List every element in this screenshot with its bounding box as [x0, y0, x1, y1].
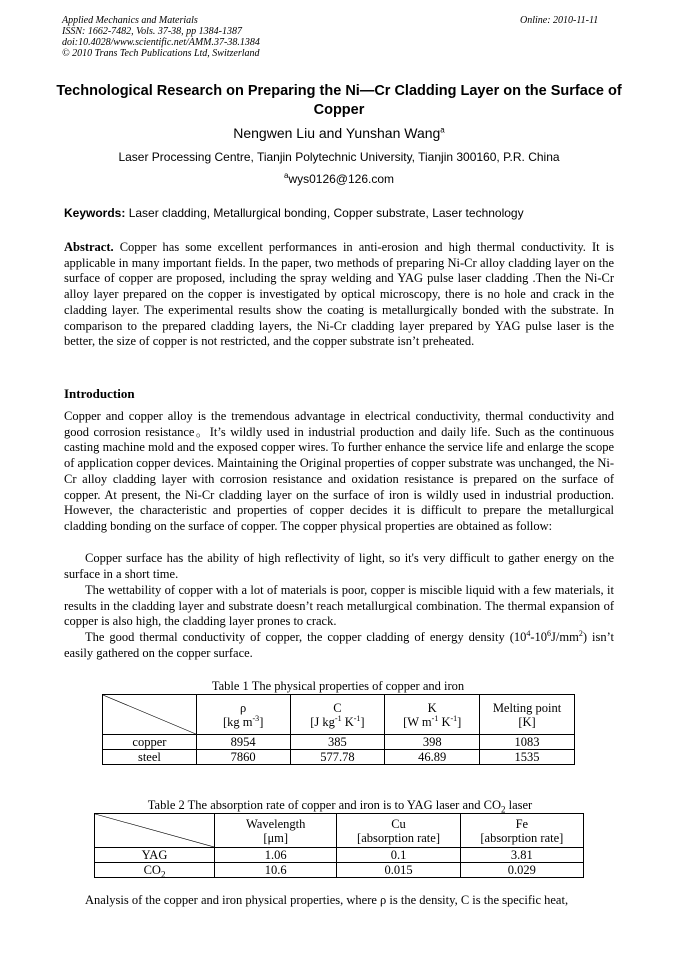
table-cell: 385: [290, 735, 385, 750]
table2-caption: Table 2 The absorption rate of copper and iron is to YAG laser and $CO_2$ laser: [147, 798, 533, 815]
table1-header-density: [196, 695, 290, 735]
journal-line: doi:10.4028/www.scientific.net/AMM.37-38.1384: [62, 37, 260, 48]
header-symbol: K: [427, 700, 437, 715]
p4-text-b: -10: [530, 630, 548, 644]
table-cell: 577.78: [290, 750, 385, 765]
section-heading-introduction: Introduction: [64, 386, 135, 401]
table1-caption: Table 1 The physical properties of copper and iron: [211, 679, 465, 693]
table-cell: 0.1: [337, 848, 460, 863]
table2: [94, 813, 584, 878]
p4-sup-1: 4: [526, 628, 531, 638]
authors: [0, 125, 678, 141]
table-cell: 1083: [480, 735, 575, 750]
abstract-text: Copper has some excellent performances in anti-erosion and high thermal conductivity. It is applicable in many important fields. In the paper, two methods of preparing Ni-Cr alloy cladding layer on the surface of copper are proposed, including the spray welding and YAG pulse laser cladding .Then the Ni-Cr alloy layer prepared on the copper is investigated by optical microscopy, there is no hole and crack in the cladding layer. The experimental results show the coating is metallurgically bonded with the substrate. In comparison to the prepared cladding layers, the Ni-Cr cladding layer prepared by YAG pulse laser is the better, the size of copper is not restricted, and the copper substrate isn’t preheated.: [64, 240, 614, 349]
header-symbol: Melting point: [492, 700, 562, 715]
table2-header-cu: [337, 814, 460, 848]
header-unit: [absorption rate]: [357, 830, 440, 845]
header-symbol: Cu: [391, 816, 406, 831]
intro-paragraph-4: [64, 630, 614, 661]
table1: [102, 694, 575, 765]
table1-corner-cell: [103, 695, 197, 735]
table2-diagonal: [95, 814, 214, 847]
p4-text-c: J/mm: [551, 630, 579, 644]
table-cell: 1.06: [215, 848, 337, 863]
abstract: [64, 240, 614, 350]
journal-line: © 2010 Trans Tech Publications Ltd, Switzerland: [62, 48, 260, 59]
table-cell: 398: [385, 735, 480, 750]
table-row: [95, 863, 584, 878]
p4-text-d: ) isn’t easily gathered on the copper surface.: [64, 630, 614, 660]
table1-header-melting-point: [480, 695, 575, 735]
header-unit: [kg $m^{-3}$]: [223, 713, 264, 729]
header-symbol: Fe: [515, 816, 529, 831]
header-symbol: ρ: [240, 700, 247, 715]
intro-paragraph-1: Copper and copper alloy is the tremendous advantage in electrical conductivity, thermal conductivity and good corrosion resistance。It’s wildly used in industrial production and daily life. Such as the continuous casting machine mold and the exposed copper wires. To further enhance the service life and enlarge the scope of application copper devices. Maintaining the Original properties of copper substrate was unchanged, the Ni-Cr alloy cladding layer with corrosion resistance and oxidation resistance is prepared on the surface of copper. At present, the Ni-Cr cladding layer on the surface of iron is wildly used in industrial production. However, the characteristic and properties of copper decides it is difficult to prepare the metallurgical cladding bonding on the surface of copper. The copper physical properties are obtained as follow:: [64, 409, 614, 533]
keywords: [64, 206, 524, 220]
journal-info: [62, 15, 260, 59]
table1-diagonal: [103, 695, 196, 734]
table-cell: 1535: [480, 750, 575, 765]
header-unit: [W $m^{-1}$ $K^{-1}$]: [403, 713, 462, 729]
p4-sup-2: 6: [547, 628, 552, 638]
journal-line: ISSN: 1662-7482, Vols. 37-38, pp 1384-1387: [62, 26, 242, 37]
paper-title: Technological Research on Preparing the Ni—Cr Cladding Layer on the Surface of Copper: [56, 83, 622, 118]
header-symbol: Wavelength: [245, 816, 306, 831]
p4-text-a: The good thermal conductivity of copper, the copper cladding of energy density (10: [85, 630, 527, 644]
table1-header-conductivity: [385, 695, 480, 735]
table1-header-specific-heat: [290, 695, 385, 735]
p4-sup-3: 2: [578, 628, 583, 638]
table-cell: 0.029: [460, 863, 583, 878]
affiliation: Laser Processing Centre, Tianjin Polytechnic University, Tianjin 300160, P.R. China: [118, 150, 560, 164]
table-cell: 10.6: [215, 863, 337, 878]
header-unit: [absorption rate]: [480, 830, 564, 845]
table-cell: 8954: [196, 735, 290, 750]
table2-header-fe: [460, 814, 583, 848]
header-symbol: C: [333, 700, 342, 715]
keywords-text: Laser cladding, Metallurgical bonding, Copper substrate, Laser technology: [125, 206, 524, 220]
email-sup: a: [283, 171, 289, 180]
intro-paragraph-3: The wettability of copper with a lot of materials is poor, copper is miscible liquid with a few materials, it results in the cladding layer and substrate doesn’t reach metallurgical combination. The thermal expansion of copper is also high, the cladding layer prones to crack.: [64, 583, 614, 629]
abstract-label: Abstract.: [64, 240, 114, 254]
table-cell: YAG: [95, 848, 215, 863]
header-unit: [J $kg^{-1}$ $K^{-1}$]: [310, 713, 365, 729]
online-date: Online: 2010-11-11: [520, 15, 599, 26]
header-unit: [μm]: [263, 830, 289, 845]
intro-paragraph-2: Copper surface has the ability of high reflectivity of light, so it's very difficult to gather energy on the surface in a short time.: [64, 551, 614, 581]
journal-line: Applied Mechanics and Materials: [62, 15, 198, 26]
table-row: [103, 750, 575, 765]
table-cell: copper: [103, 735, 197, 750]
author-sup: a: [440, 125, 445, 135]
table2-corner-cell: [95, 814, 215, 848]
table-cell: 46.89: [385, 750, 480, 765]
table-cell: 7860: [196, 750, 290, 765]
table-cell: $CO_2$: [95, 863, 215, 878]
author-names: Nengwen Liu and Yunshan Wang: [233, 125, 441, 141]
email-address: wys0126@126.com: [288, 172, 395, 186]
closing-paragraph: Analysis of the copper and iron physical properties, where ρ is the density, C is the specific heat,: [85, 893, 569, 907]
table-cell: 3.81: [460, 848, 583, 863]
table2-header-wavelength: [215, 814, 337, 848]
table-cell: 0.015: [337, 863, 460, 878]
table-row: [103, 735, 575, 750]
email: [0, 172, 678, 186]
table-cell: steel: [103, 750, 197, 765]
table-row: [95, 848, 584, 863]
header-unit: [K]: [518, 714, 536, 729]
keywords-label: Keywords:: [64, 206, 126, 220]
